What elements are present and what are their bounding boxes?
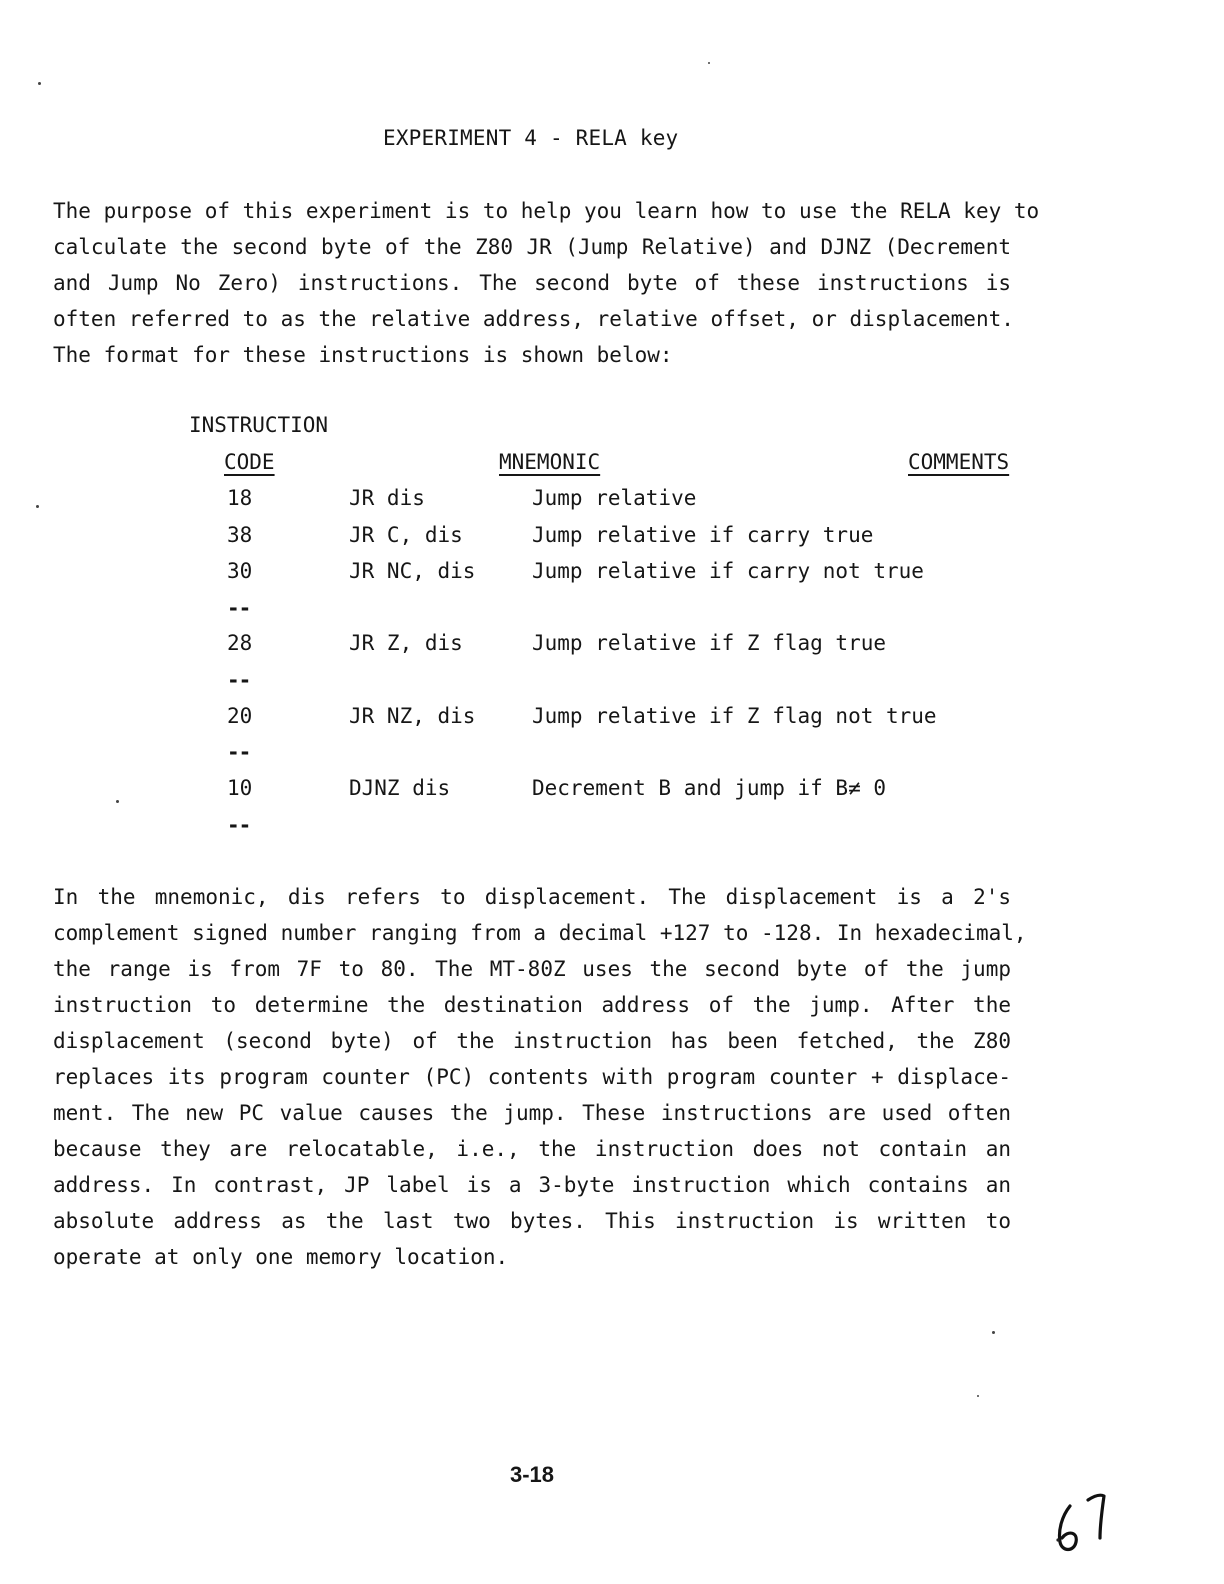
row-mnemonic: JR C, dis: [349, 523, 463, 547]
row-mnemonic: JR dis: [349, 486, 425, 510]
scan-speck: [36, 505, 39, 508]
row-code: 30: [227, 559, 253, 583]
row-placeholder-dash: --: [227, 813, 251, 837]
explain-line: instruction to determine the destination address of the jump. After the: [53, 993, 1011, 1017]
row-comment: Jump relative if Z flag true: [532, 631, 887, 655]
explain-line: operate at only one memory location.: [53, 1245, 509, 1269]
page-number: 3-18: [510, 1462, 555, 1487]
intro-line: calculate the second byte of the Z80 JR (Jump Relative) and DJNZ (Decrement: [53, 235, 1011, 259]
explain-line: address. In contrast, JP label is a 3-byte instruction which contains an: [53, 1173, 1011, 1197]
explain-line: displacement (second byte) of the instruction has been fetched, the Z80: [53, 1029, 1011, 1053]
experiment-title: EXPERIMENT 4 - RELA key: [383, 126, 679, 150]
explain-line: complement signed number ranging from a decimal +127 to -128. In hexadecimal,: [53, 921, 1027, 945]
scan-speck: [38, 82, 41, 85]
explain-line: replaces its program counter (PC) contents with program counter + displace-: [53, 1065, 1011, 1089]
explanation-paragraph: [53, 879, 1027, 1275]
row-mnemonic: DJNZ dis: [349, 776, 451, 800]
table-header-mnemonic: MNEMONIC: [499, 450, 601, 474]
scan-speck: [708, 62, 710, 64]
row-comment: Jump relative if carry true: [532, 523, 874, 547]
intro-line: The purpose of this experiment is to help you learn how to use the RELA key to: [53, 199, 1040, 223]
row-code: 10: [227, 776, 253, 800]
row-mnemonic: JR NZ, dis: [349, 704, 476, 728]
intro-paragraph: [53, 193, 1040, 373]
table-header-comments: COMMENTS: [908, 450, 1010, 474]
row-placeholder-dash: --: [227, 596, 251, 620]
row-comment: Jump relative if carry not true: [532, 559, 924, 583]
explain-line: the range is from 7F to 80. The MT-80Z uses the second byte of the jump: [53, 957, 1011, 981]
row-placeholder-dash: --: [227, 740, 251, 764]
row-mnemonic: JR NC, dis: [349, 559, 476, 583]
handwritten-page-number: [1036, 1474, 1126, 1564]
intro-line: The format for these instructions is shown below:: [53, 343, 673, 367]
intro-line: often referred to as the relative address, relative offset, or displacement.: [53, 307, 1014, 331]
row-comment: Jump relative: [532, 486, 697, 510]
explain-line: absolute address as the last two bytes. This instruction is written to: [53, 1209, 1011, 1233]
explain-line: ment. The new PC value causes the jump. These instructions are used often: [53, 1101, 1011, 1125]
row-code: 28: [227, 631, 253, 655]
row-code: 20: [227, 704, 253, 728]
row-comment: Decrement B and jump if B≠ 0: [532, 776, 887, 800]
row-code: 18: [227, 486, 253, 510]
row-comment: Jump relative if Z flag not true: [532, 704, 937, 728]
scan-speck: [116, 800, 119, 803]
intro-line: and Jump No Zero) instructions. The second byte of these instructions is: [53, 271, 1011, 295]
row-placeholder-dash: --: [227, 668, 251, 692]
scan-speck: [977, 1395, 979, 1397]
explain-line: because they are relocatable, i.e., the instruction does not contain an: [53, 1137, 1011, 1161]
scan-speck: [992, 1331, 995, 1334]
row-code: 38: [227, 523, 253, 547]
explain-line: In the mnemonic, dis refers to displacement. The displacement is a 2's: [53, 885, 1011, 909]
table-header-instruction: INSTRUCTION: [189, 413, 329, 437]
table-header-code: CODE: [224, 450, 275, 474]
row-mnemonic: JR Z, dis: [349, 631, 463, 655]
